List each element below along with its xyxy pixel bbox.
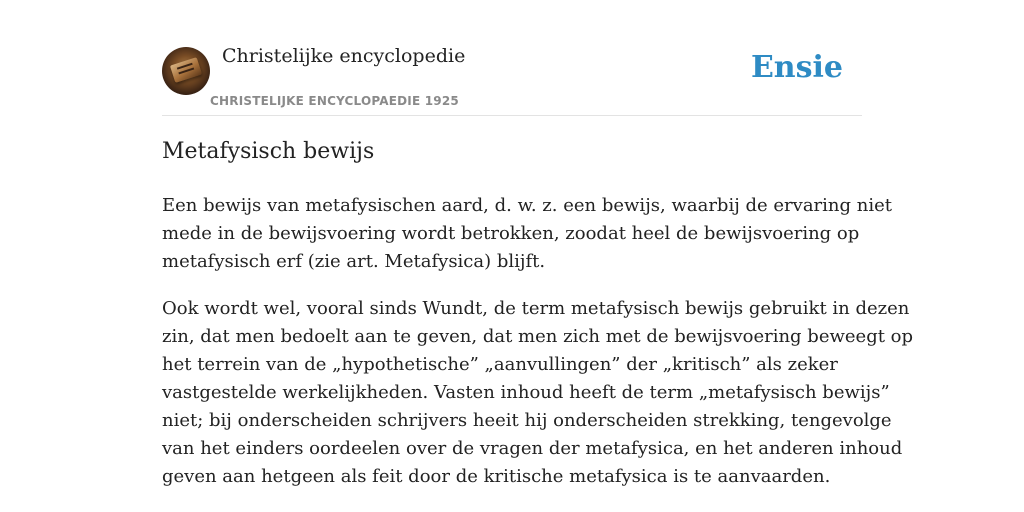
header-divider	[162, 115, 862, 116]
paragraph-line: het terrein van de „hypothetische” „aanvullingen” der „kritisch” als zeker	[162, 354, 838, 375]
paragraph-1	[162, 192, 892, 276]
paragraph-line: metafysisch erf (zie art. Metafysica) blijft.	[162, 251, 546, 272]
paragraph-line: zin, dat men bedoelt aan te geven, dat men zich met de bewijsvoering beweegt op	[162, 326, 914, 347]
paragraph-line: Ook wordt wel, vooral sinds Wundt, de term metafysisch bewijs gebruikt in dezen	[162, 298, 910, 319]
article-title: Metafysisch bewijs	[162, 139, 375, 164]
paragraph-line: van het einders oordeelen over de vragen der metafysica, en het anderen inhoud	[162, 438, 903, 459]
source-avatar[interactable]	[162, 47, 210, 95]
source-subtitle: CHRISTELIJKE ENCYCLOPAEDIE 1925	[210, 94, 459, 108]
paragraph-line: niet; bij onderscheiden schrijvers heeit hij onderscheiden strekking, tengevolge	[162, 410, 892, 431]
paragraph-line: mede in de bewijsvoering wordt betrokken, zoodat heel de bewijsvoering op	[162, 223, 860, 244]
brand-logo[interactable]: Ensie	[750, 50, 843, 85]
paragraph-2	[162, 295, 914, 491]
source-name-link[interactable]: Christelijke encyclopedie	[222, 45, 466, 67]
article-body	[162, 192, 914, 510]
book-icon	[170, 57, 202, 83]
paragraph-line: geven aan hetgeen als feit door de kritische metafysica is te aanvaarden.	[162, 466, 831, 487]
paragraph-line: vastgestelde werkelijkheden. Vasten inhoud heeft de term „metafysisch bewijs”	[162, 382, 890, 403]
paragraph-line: Een bewijs van metafysischen aard, d. w. z. een bewijs, waarbij de ervaring niet	[162, 195, 892, 216]
